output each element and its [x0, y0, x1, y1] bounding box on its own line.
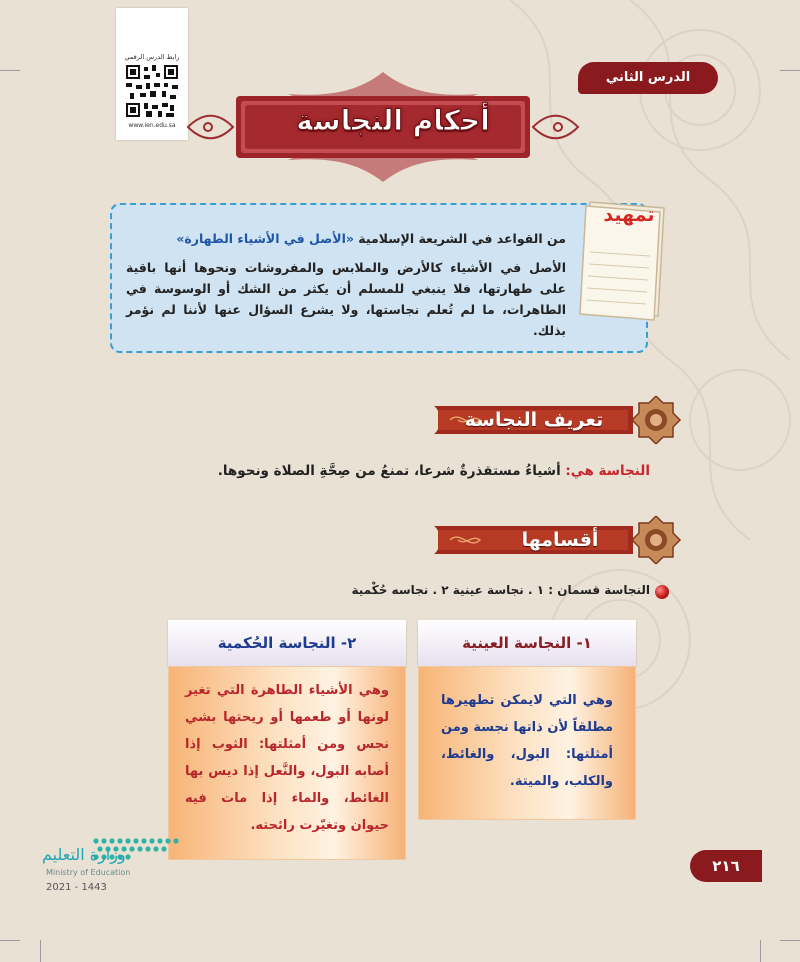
- intro-rule-highlight: «الأصل في الأشياء الطهارة»: [176, 231, 354, 246]
- page-title: أحكام النجاسة: [296, 104, 490, 137]
- intro-rule-prefix: من القواعد في الشريعة الإسلامية: [353, 231, 566, 246]
- intro-tag: تمهيد: [603, 204, 655, 226]
- card-header: [418, 620, 636, 666]
- card-body: [168, 666, 406, 860]
- definition-text: أشياءُ مستقذرةٌ شرعا، تمنعُ من صِحَّةِ الصلاة ونحوها.: [217, 463, 566, 479]
- section-heading-types: أقسامها: [521, 529, 599, 551]
- card-title: ٢- النجاسة الحُكمية: [217, 634, 357, 652]
- crop-mark: [0, 940, 20, 941]
- card-body: [418, 666, 636, 820]
- card-text: وهي الأشياء الطاهرة التي تغير لونها أو طعمها أو ريحتها بشي نجس ومن أمثلتها: الثوب إذا أصابه البول، والنَّعل إذا ديس بها الغائط، والماء إذا مات فيه حيوان وتغيّرت رائحته.: [185, 683, 389, 833]
- definition-line: [218, 463, 650, 479]
- qr-url[interactable]: www.ien.edu.sa: [128, 122, 176, 129]
- qr-label: رابط الدرس الرقمي: [124, 53, 180, 61]
- intro-body: الأصل في الأشياء كالأرض والملابس والمفروشات ونحوها أنها باقية على طهارتها، فلا ينبغي للمسلم أن يكثر من الشك أو الوسوسة في الطاهرات، ما لم تُعلم نجاستها، ولا يشرع السؤال عنها لأننا لم نؤمر بذلك.: [126, 260, 566, 338]
- card-physical-impurity: [418, 620, 636, 820]
- qr-code-icon[interactable]: [126, 65, 178, 117]
- crop-mark: [40, 940, 41, 962]
- intro-rule: [126, 231, 566, 246]
- card-text: وهي التي لايمكن تطهيرها مطلقاً لأن ذاتها نجسة ومن أمثلتها: البول، والغائط، والكلب، والميتة.: [441, 693, 613, 789]
- card-legal-impurity: [168, 620, 406, 858]
- section-heading-definition: تعريف النجاسة: [464, 409, 604, 431]
- crop-mark: [760, 940, 761, 962]
- bullet-icon: [655, 585, 669, 599]
- ministry-year: 2021 - 1443: [46, 882, 107, 893]
- crop-mark: [780, 940, 800, 941]
- types-summary: النجاسة قسمان : ١ . نجاسة عينية ٢ . نجاسه حُكْمية: [351, 583, 650, 597]
- page-number: ٢١٦: [690, 850, 762, 882]
- ministry-name-ar: وزارة التعليم: [42, 845, 126, 864]
- ministry-name-en: Ministry of Education: [46, 868, 131, 877]
- lesson-tag: الدرس الثاني: [578, 62, 718, 94]
- card-header: [168, 620, 406, 666]
- intro-box: [110, 203, 648, 353]
- crop-mark: [0, 70, 20, 71]
- definition-label: النجاسة هي:: [565, 463, 650, 479]
- card-title: ١- النجاسة العينية: [462, 634, 592, 652]
- crop-mark: [780, 70, 800, 71]
